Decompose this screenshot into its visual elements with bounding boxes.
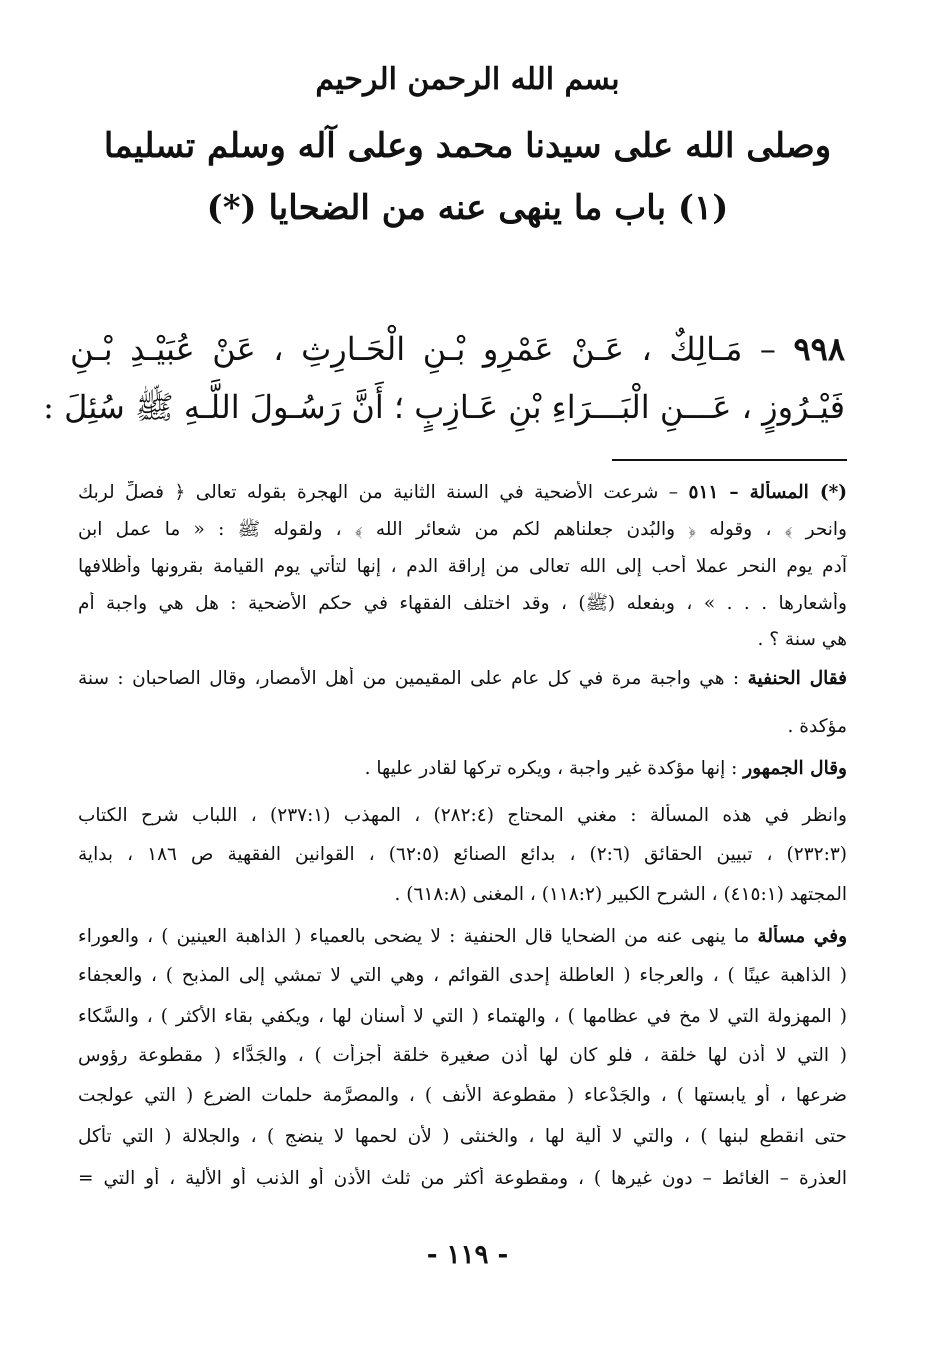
footnote-text: مؤكدة . (787, 716, 847, 737)
chapter-title: (١) باب ما ينهى عنه من الضحايا (*) (206, 188, 729, 228)
footnote-text: (٢٣٢:٣) ، تبيين الحقائق (٢:٦) ، بدائع الصنائع (٦٢:٥) ، القوانين الفقهية ص ١٨٦ ، بداية (78, 844, 847, 865)
footnote-text: وأشعارها . . . » ، وبفعله (ﷺ) ، وقد اختلف الفقهاء في حكم الأضحية : هل هي واجبة أم (78, 593, 847, 614)
footnote-bold-lead: (*) المسألة – ٥١١ (688, 482, 847, 503)
footnote-line (78, 667, 847, 691)
footnote-text: العذرة – الغائط – دون غيرها ) ، ومقطوعة أكثر من ثلث الأذن أو الذنب أو الألية ، أو التي = (78, 1168, 847, 1189)
footnote-text: ما ينهى عنه من الضحايا قال الحنفية : لا يضحى بالعمياء ( الذاهبة العينين ) ، والعوراء (78, 926, 758, 947)
footnote-text: وانحر ﴾ ، وقوله ﴿ والبُدن جعلناهم لكم من شعائر الله ﴾ ، ولقوله ﷺ : « ما عمل ابن (78, 519, 847, 540)
footnote-text: – شرعت الأضحية في السنة الثانية من الهجرة بقوله تعالى ﴿ فصلِّ لربك (78, 482, 689, 503)
footnote-line (78, 804, 847, 828)
footnote-text: ( المهزولة التي لا مخ في عظامها ) ، والهتماء ( التي لا أسنان لها ، ويكفي بقاء الأكثر ) ، والسَّكاء (78, 1006, 847, 1027)
footnote-line (78, 1084, 847, 1108)
footnote-bold-lead: وقال الجمهور (743, 758, 847, 779)
footnote-line (78, 481, 847, 505)
salawat-heading: وصلى الله على سيدنا محمد وعلى آله وسلم تسليما (103, 126, 832, 166)
footnote-line (78, 715, 847, 739)
footnote-line (78, 555, 847, 579)
footnote-line (78, 1125, 847, 1149)
footnote-text: : هي واجبة مرة في كل عام على المقيمين من أهل الأمصار، وقال الصاحبان : سنة (78, 668, 748, 689)
hadith-line-2: فَيْـرُوزٍ ، عَـــنِ الْبَـــرَاءِ بْنِ عَـازِبٍ ؛ أَنَّ رَسُـولَ اللَّـهِ ﷺ سُئِلَ : (43, 388, 845, 426)
hadith-number: ٩٩٨ (793, 330, 846, 368)
hadith-line-1 (70, 330, 845, 368)
footnote-line (78, 925, 847, 949)
footnote-line (78, 883, 847, 907)
footnote-text: هي سنة ؟ . (757, 629, 847, 650)
basmala-heading: بسم الله الرحمن الرحيم (315, 62, 620, 97)
footnote-line (78, 1005, 847, 1029)
footnote-text: آدم يوم النحر عملا أحب إلى الله تعالى من إراقة الدم ، إنها لتأتي يوم القيامة بقرونها وأظلافها (78, 556, 847, 577)
footnote-text: المجتهد (٤١٥:١) ، الشرح الكبير (١١٨:٢) ، المغنى (٦١٨:٨) . (394, 884, 847, 905)
footnote-text: وانظر في هذه المسألة : مغني المحتاج (٢٨٢:٤) ، المهذب (٢٣٧:١) ، اللباب شرح الكتاب (78, 805, 847, 826)
hadith-line-1-text: – مَـالِكٌ ، عَـنْ عَمْرِو بْـنِ الْحَـارِثِ ، عَنْ عُبَيْـدِ بْـنِ (70, 330, 776, 368)
footnote-text: ( الذاهبة عينًا ) ، والعرجاء ( العاطلة إحدى القوائم ، وهي التي لا تمشي إلى المذبح ) ، والعجفاء (78, 965, 847, 986)
footnote-line (78, 518, 847, 542)
footnote-line (78, 628, 847, 652)
footnote-text: ضرعها ، أو يابستها ) ، والجَدْعاء ( مقطوعة الأنف ) ، والمصرَّمة حلمات الضرع ( التي عولجت (78, 1085, 847, 1106)
page-number: - ١١٩ - (426, 1240, 509, 1270)
footnote-text: حتى انقطع لبنها ) ، والتي لا ألية لها ، والخنثى ( لأن لحمها لا ينضج ) ، والجلالة ( التي تأكل (78, 1126, 847, 1147)
footnote-bold-lead: فقال الحنفية (747, 668, 847, 689)
footnote-line (78, 964, 847, 988)
footnote-bold-lead: وفي مسألة (757, 926, 847, 947)
footnote-text: : إنها مؤكدة غير واجبة ، ويكره تركها لقادر عليها . (364, 758, 744, 779)
footnote-line (78, 843, 847, 867)
footnote-separator (612, 459, 847, 461)
footnote-line (78, 592, 847, 616)
footnote-text: ( التي لا أذن لها خلقة ، فلو كان لها أذن صغيرة خلقة أجزأت ) ، والجَدَّاء ( مقطوعة رؤوس (78, 1045, 847, 1066)
footnote-line (78, 757, 847, 781)
footnote-line (78, 1044, 847, 1068)
footnote-line (78, 1167, 847, 1191)
